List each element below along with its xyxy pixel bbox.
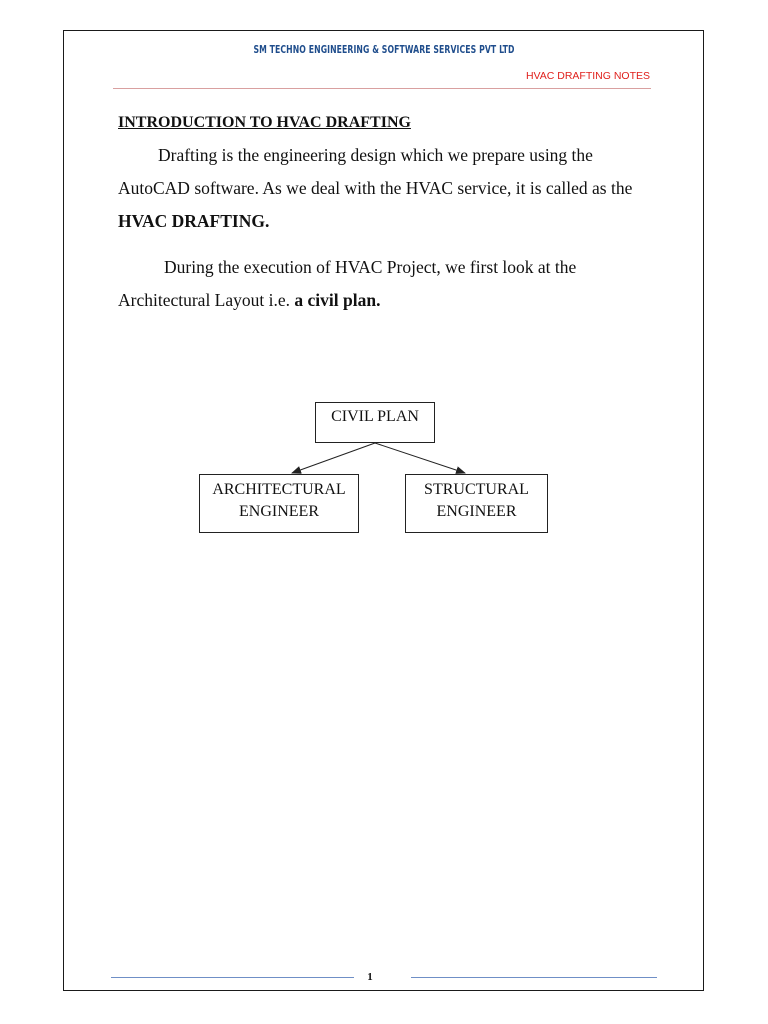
diagram-node-civil-plan: CIVIL PLAN (315, 402, 435, 443)
diagram-node-structural-engineer (405, 474, 548, 533)
paragraph-text: Drafting is the engineering design which we prepare using the AutoCAD software. As we deal with the HVAC service, it is called as the (118, 145, 633, 198)
connector-arrow-left (292, 443, 375, 473)
section-heading: INTRODUCTION TO HVAC DRAFTING (118, 114, 411, 131)
diagram-node-architectural-engineer (199, 474, 359, 533)
page-number: 1 (367, 971, 373, 983)
paragraph-text: During the execution of HVAC Project, we first look at the Architectural Layout i.e. (118, 257, 577, 310)
paragraph-bold: a civil plan. (294, 290, 381, 310)
company-name: SM TECHNO ENGINEERING & SOFTWARE SERVICES PVT LTD (253, 44, 515, 56)
paragraph-bold: HVAC DRAFTING. (118, 211, 270, 231)
node-label-line2: ENGINEER (239, 503, 319, 520)
node-label-line2: ENGINEER (436, 503, 517, 520)
footer-rule-right (411, 977, 657, 978)
footer-rule-left (111, 977, 354, 978)
document-label: HVAC DRAFTING NOTES (525, 70, 650, 82)
connector-arrow-right (375, 443, 465, 473)
node-label-line1: ARCHITECTURAL (212, 481, 346, 498)
node-label-line1: STRUCTURAL (424, 481, 529, 498)
